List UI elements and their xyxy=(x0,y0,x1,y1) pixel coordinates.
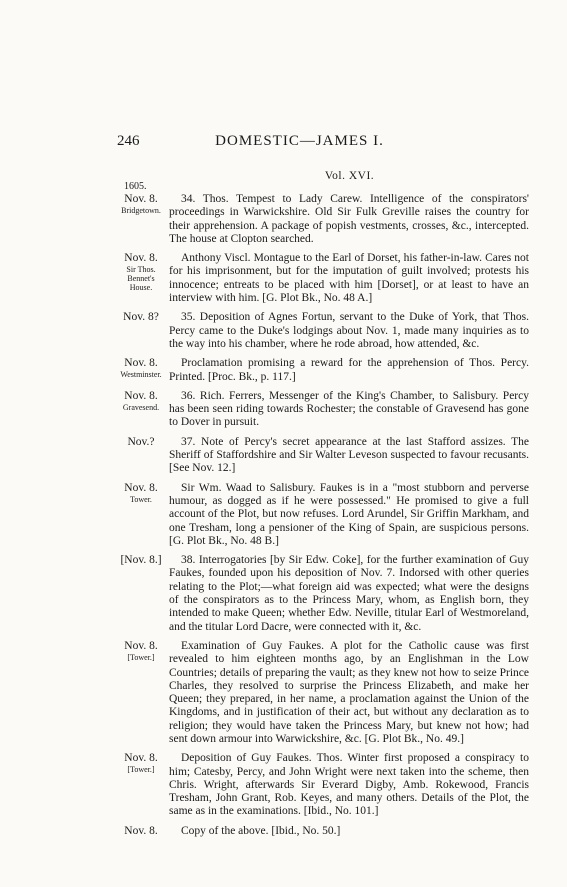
volume-heading xyxy=(0,170,567,182)
entry-text: Sir Wm. Waad to Salisbury. Faukes is in a "most stubborn and perverse humour, as dogged as if he were possessed." He promised to give a full account of the Plot, but now refuses. Lord Arundel, Sir Griffin Markham, and one Tresham, long a pensioner of the King of Spain, are suspicious persons. [G. Plot Bk., No. 48 B.] xyxy=(169,481,529,547)
entry xyxy=(117,482,529,548)
running-title xyxy=(0,133,567,150)
page-header xyxy=(0,133,567,153)
entry-margin xyxy=(117,390,169,430)
entry-place: Sir Thos. Bennet's House. xyxy=(126,265,156,293)
entry xyxy=(117,252,529,305)
entry-date: Nov. 8. xyxy=(124,252,158,265)
calendar-entries xyxy=(117,193,529,844)
entry-text: Copy of the above. [Ibid., No. 50.] xyxy=(181,824,341,837)
entry xyxy=(117,825,529,838)
entry-date: Nov. 8. xyxy=(124,752,158,765)
entry-text: Anthony Viscl. Montague to the Earl of Dorset, his father-in-law. Cares not for his imprisonment, but for the imputation of guilt involved; protests his innocence; entreats to be placed with him [Dorset], or at least to have an interview with him. [G. Plot Bk., No. 48 A.] xyxy=(169,252,529,305)
entry-text: Proclamation promising a reward for the apprehension of Thos. Percy. Printed. [Proc. Bk., p. 117.] xyxy=(169,357,529,383)
entry xyxy=(117,311,529,351)
entry-place: Westminster. xyxy=(120,370,162,380)
entry-margin xyxy=(117,193,169,246)
entry-margin xyxy=(117,252,169,305)
entry-date: Nov. 8. xyxy=(124,481,158,494)
volume-text: Vol. XVI. xyxy=(324,170,375,182)
entry-margin xyxy=(117,825,169,838)
entry xyxy=(117,390,529,430)
entry-place: Bridgetown. xyxy=(121,206,161,215)
entry-text: Deposition of Guy Faukes. Thos. Winter first proposed a conspiracy to him; Catesby, Percy, and John Wright were next taken into the scheme, then Chris. Wright, afterwards Sir Everard Digby, Amb. Rokewood, Francis Tresham, John Grant, Rob. Keyes, and many others. Details of the Plot, the same as in the examinations. [Ibid., No. 101.] xyxy=(169,752,529,818)
entry-date: Nov.? xyxy=(127,435,155,448)
entry-text: 37. Note of Percy's secret appearance at the last Stafford assizes. The Sheriff of Staffordshire and Sir Walter Leveson suspected to favour recusants. [See Nov. 12.] xyxy=(169,435,529,475)
entry-margin xyxy=(117,357,169,384)
year-label: 1605. xyxy=(124,181,147,192)
entry-place: [Tower.] xyxy=(127,765,155,775)
entry-margin xyxy=(117,311,169,351)
entry-date: Nov. 8. xyxy=(124,357,158,370)
entry-margin xyxy=(117,752,169,818)
entry xyxy=(117,436,529,476)
entry-date: Nov. 8. xyxy=(124,824,158,837)
entry xyxy=(117,752,529,818)
entry-margin xyxy=(117,640,169,746)
entry-margin xyxy=(117,436,169,476)
entry xyxy=(117,357,529,384)
entry-place: Tower. xyxy=(130,494,152,504)
entry-date: [Nov. 8.] xyxy=(120,554,162,567)
entry-date: Nov. 8. xyxy=(124,193,158,205)
entry-text: 35. Deposition of Agnes Fortun, servant to the Duke of York, that Thos. Percy came to the Duke's lodgings about Nov. 1, made many inquiries as to the way into his chamber, where he rode abroad, how attended, &c. xyxy=(169,311,529,350)
entry xyxy=(117,554,529,634)
entry-text: Examination of Guy Faukes. A plot for the Catholic cause was first revealed to him eighteen months ago, by an Englishman in the Low Countries; details of preparing the vault; as they knew not how to seize Prince Charles, they resolved to surprise the Princess Elizabeth, and make her Queen; they prepared, in her name, a proclamation against the Union of the Kingdoms, and in justification of their act, but without any declaration as to religion; they would have taken the Princess Mary, but knew not how; had sent down armour into Warwickshire, &c. [G. Plot Bk., No. 49.] xyxy=(169,639,529,745)
entry-margin xyxy=(117,554,169,634)
page-number: 246 xyxy=(117,133,140,149)
entry-place: Gravesend. xyxy=(122,402,160,412)
entry-place: [Tower.] xyxy=(127,652,155,662)
entry-text: 34. Thos. Tempest to Lady Carew. Intelligence of the conspirators' proceedings in Warwickshire. Old Sir Fulk Greville raises the country for their apprehension. A package of popish vestments, crosses, &c., intercepted. The house at Clopton searched. xyxy=(169,193,529,245)
entry-text: 38. Interrogatories [by Sir Edw. Coke], for the further examination of Guy Faukes, founded upon his deposition of Nov. 7. Indorsed with other queries relating to the Plot;—what foreign aid was expected; what were the designs of the conspirators as to the Princess Mary, whom, as English born, they intended to make Queen; whether Edw. Neville, titular Earl of Westmoreland, and the titular Lord Dacre, were connected with it, &c. xyxy=(169,554,529,633)
entry-date: Nov. 8. xyxy=(124,639,158,652)
entry-date: Nov. 8? xyxy=(123,311,159,324)
entry-text: 36. Rich. Ferrers, Messenger of the King's Chamber, to Salisbury. Percy has been seen riding towards Rochester; the constable of Gravesend has gone to Dover in pursuit. xyxy=(169,389,529,429)
running-title-text: DOMESTIC—JAMES I. xyxy=(215,133,384,149)
entry-margin xyxy=(117,482,169,548)
entry xyxy=(117,193,529,246)
entry xyxy=(117,640,529,746)
entry-date: Nov. 8. xyxy=(124,389,158,402)
